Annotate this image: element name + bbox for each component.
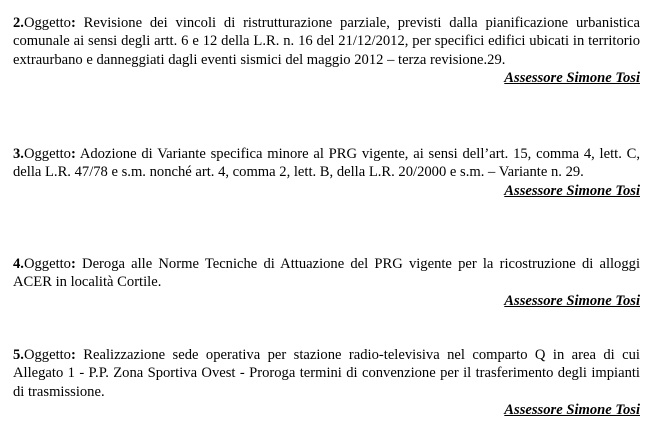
agenda-item-2	[13, 14, 640, 87]
assessore-signature: Assessore Simone Tosi	[504, 292, 640, 309]
item-number: 3.	[13, 146, 24, 162]
agenda-item-text	[13, 346, 640, 401]
item-number: 4.	[13, 256, 24, 272]
agenda-item-text	[13, 145, 640, 182]
item-description: Realizzazione sede operativa per stazione radio-televisiva nel comparto Q in area di cui Allegato 1 - P.P. Zona Sportiva Ovest - Proroga termini di convenzione per il trasferimento degli impianti di trasmissione.	[13, 347, 640, 400]
item-description: Adozione di Variante specifica minore al PRG vigente, ai sensi dell’art. 15, comma 4, lett. C, della L.R. 47/78 e s.m. nonché art. 4, comma 2, lett. B, della L.R. 20/2000 e s.m. – Variante n. 29.	[13, 146, 640, 181]
item-colon: :	[70, 256, 76, 272]
agenda-item-3	[13, 145, 640, 200]
agenda-item-text	[13, 14, 640, 69]
assessore-signature: Assessore Simone Tosi	[504, 182, 640, 199]
item-description: Revisione dei vincoli di ristrutturazione parziale, previsti dalla pianificazione urbanistica comunale ai sensi degli artt. 6 e 12 della L.R. n. 16 del 21/12/2012, per specifici edifici ubicati in territorio extraurbano e danneggiati dagli eventi sismici del maggio 2012 – terza revisione.29.	[13, 15, 640, 68]
item-colon: :	[70, 347, 76, 363]
item-label: Oggetto	[23, 256, 71, 272]
item-colon: :	[70, 146, 76, 162]
item-label: Oggetto	[23, 347, 71, 363]
item-label: Oggetto	[23, 15, 71, 31]
agenda-item-5	[13, 346, 640, 419]
item-description: Deroga alle Norme Tecniche di Attuazione del PRG vigente per la ricostruzione di alloggi ACER in località Cortile.	[13, 256, 640, 291]
item-label: Oggetto	[23, 146, 71, 162]
item-number: 2.	[13, 15, 24, 31]
assessore-signature: Assessore Simone Tosi	[504, 69, 640, 86]
agenda-item-text	[13, 255, 640, 292]
item-number: 5.	[13, 347, 24, 363]
assessore-signature: Assessore Simone Tosi	[504, 401, 640, 418]
agenda-item-4	[13, 255, 640, 310]
item-colon: :	[70, 15, 76, 31]
